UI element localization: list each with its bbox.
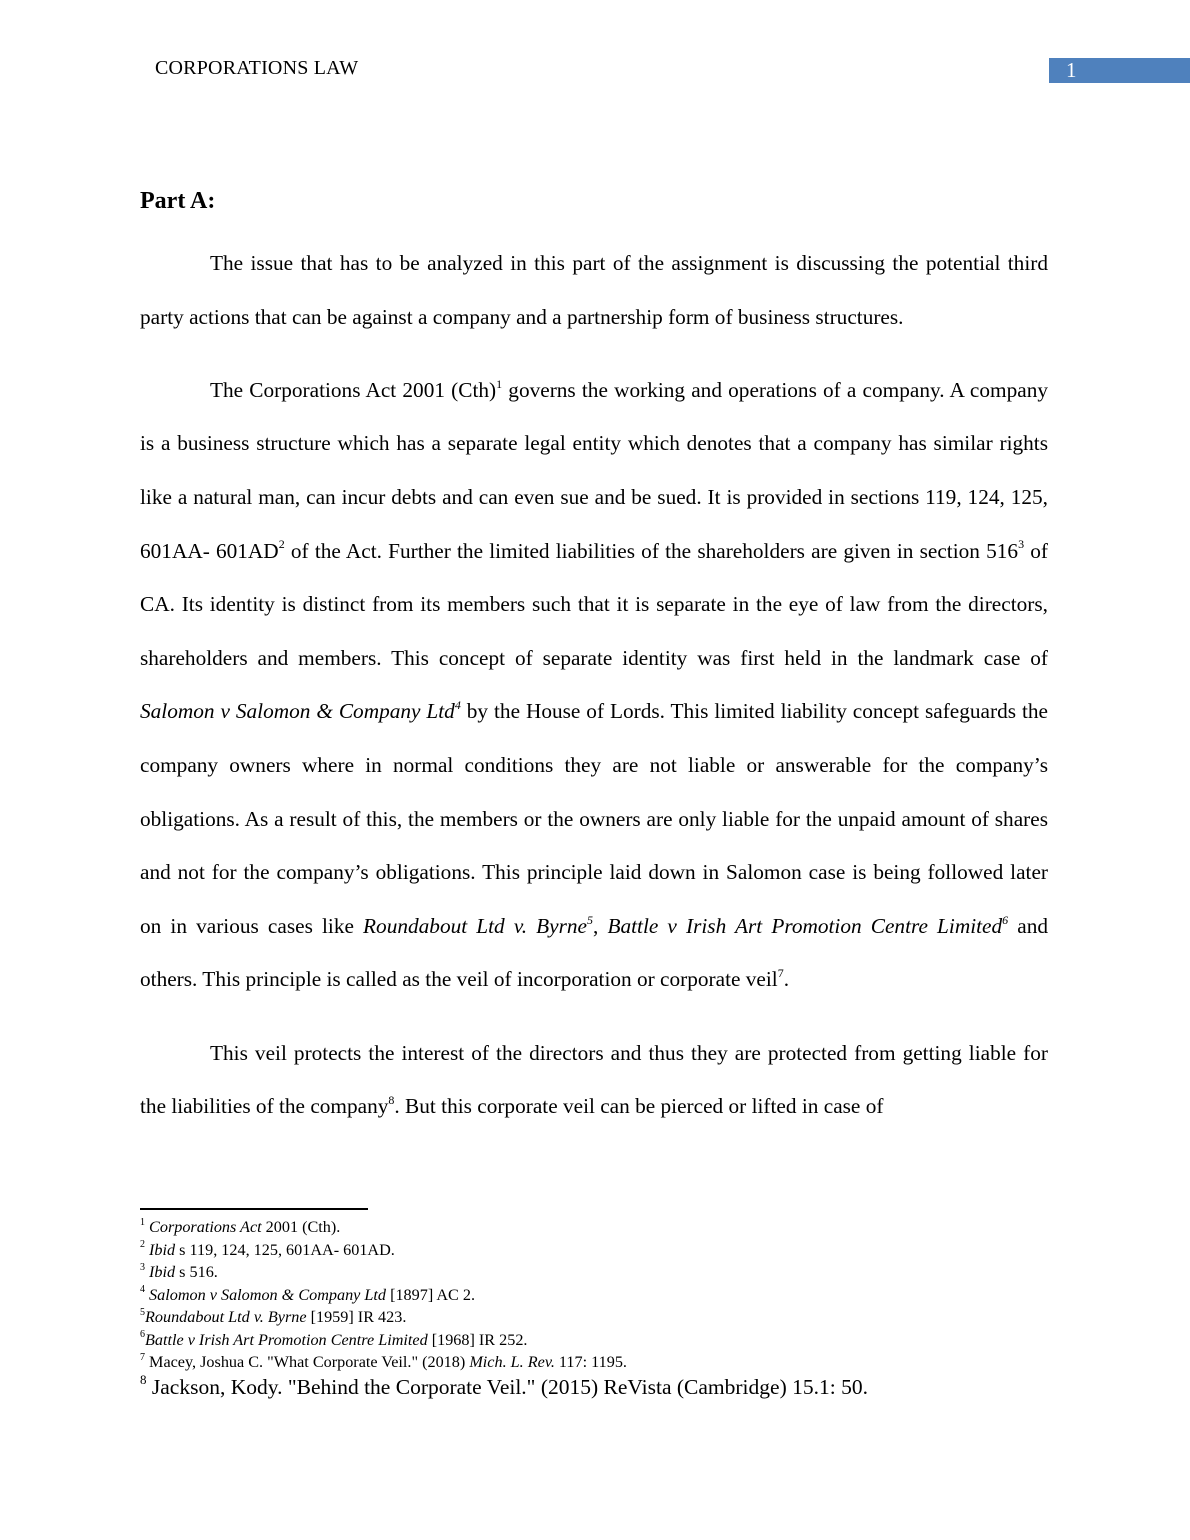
text-run: governs the working and operations of a company. A company is a business structure which has a separate legal entity which denotes that a company has similar rights like a natural man, can incur debts and can even sue and be sued. It is provided in sections 119, 124, 125, 601AA- 601AD: [140, 377, 1048, 563]
text-run: The Corporations Act 2001 (Cth): [210, 377, 497, 402]
italic-text: Roundabout Ltd v. Byrne: [363, 913, 587, 938]
body-text: [140, 237, 1048, 1153]
paragraph: [140, 364, 1048, 1007]
footnote-ref: 8: [140, 1372, 147, 1388]
footnote-ref: 2: [278, 537, 285, 552]
footnote-ref: 6: [1002, 912, 1009, 927]
footnote: [140, 1374, 868, 1400]
text-run: 2001 (Cth).: [261, 1218, 341, 1236]
italic-text: Battle v Irish Art Promotion Centre Limited: [607, 913, 1003, 938]
paragraph: [140, 1027, 1048, 1134]
footnote: [140, 1261, 868, 1284]
text-run: [1897] AC 2.: [386, 1285, 476, 1304]
footnote-ref: 5: [140, 1306, 145, 1318]
text-run: 117: 1195.: [554, 1353, 627, 1371]
page-number: 1: [1066, 58, 1077, 82]
italic-text: Roundabout Ltd v. Byrne: [145, 1308, 307, 1326]
footnote: [140, 1329, 868, 1352]
footnote: [140, 1216, 868, 1239]
text-run: of CA. Its identity is distinct from its members such that it is separate in the eye of law from the directors, shareholders and members. This concept of separate identity was first held in the landmark case of: [140, 538, 1048, 670]
footnote-ref: 8: [388, 1093, 395, 1107]
text-run: ,: [593, 913, 608, 938]
text-run: s 119, 124, 125, 601AA- 601AD.: [175, 1240, 395, 1259]
footnote-ref: 1: [496, 376, 503, 391]
text-run: by the House of Lords. This limited liability concept safeguards the company owners where in normal conditions they are not liable or answerable for the company’s obligations. As a result of this, the members or the owners are only liable for the unpaid amount of shares and not for the company’s obligations. This principle laid down in Salomon case is being followed later on in various cases like: [140, 699, 1048, 938]
footnotes: [140, 1216, 868, 1400]
footnote-ref: 7: [140, 1351, 145, 1363]
text-run: . But this corporate veil can be pierced or lifted in case of: [394, 1094, 884, 1119]
italic-text: Salomon v Salomon & Company Ltd: [140, 699, 455, 724]
italic-text: Mich. L. Rev.: [469, 1353, 555, 1371]
footnote-ref: 2: [140, 1239, 145, 1251]
text-run: The issue that has to be analyzed in this part of the assignment is discussing the potential third party actions that can be against a company and a partnership form of business structures.: [140, 251, 1048, 329]
text-run: [1959] IR 423.: [306, 1308, 407, 1326]
footnote: [140, 1351, 868, 1374]
text-run: [1968] IR 252.: [427, 1330, 528, 1349]
section-heading: Part A:: [140, 188, 216, 214]
footnote: [140, 1284, 868, 1307]
paragraph: [140, 237, 1048, 344]
footnote-separator: [140, 1208, 368, 1210]
text-run: and others. This principle is called as the veil of incorporation or corporate veil: [140, 913, 1049, 992]
italic-text: Ibid: [149, 1240, 176, 1259]
footnote-ref: 3: [1018, 537, 1025, 552]
footnote: [140, 1306, 868, 1329]
footnote-ref: 7: [777, 966, 784, 981]
italic-text: Salomon v Salomon & Company Ltd: [149, 1285, 387, 1304]
text-run: s 516.: [175, 1263, 218, 1281]
footnote-ref: 4: [454, 698, 461, 713]
italic-text: Battle v Irish Art Promotion Centre Limited: [145, 1330, 428, 1349]
text-run: Macey, Joshua C. "What Corporate Veil." (2018): [145, 1353, 470, 1371]
footnote-ref: 4: [140, 1284, 145, 1296]
footnote: [140, 1239, 868, 1262]
italic-text: Corporations Act: [149, 1218, 262, 1236]
footnote-ref: 6: [140, 1329, 145, 1341]
text-run: of the Act. Further the limited liabilities of the shareholders are given in section 516: [284, 538, 1019, 563]
text-run: Jackson, Kody. "Behind the Corporate Veil." (2015) ReVista (Cambridge) 15.1: 50.: [146, 1374, 868, 1399]
footnote-ref: 1: [140, 1216, 145, 1228]
italic-text: Ibid: [149, 1263, 176, 1281]
footnote-ref: 3: [140, 1261, 145, 1273]
text-run: This veil protects the interest of the directors and thus they are protected from getting liable for the liabilities of the company: [140, 1040, 1048, 1119]
running-header-title: CORPORATIONS LAW: [155, 57, 359, 79]
footnote-ref: 5: [587, 912, 593, 927]
text-run: .: [783, 967, 790, 992]
page-number-box: [1049, 58, 1190, 83]
